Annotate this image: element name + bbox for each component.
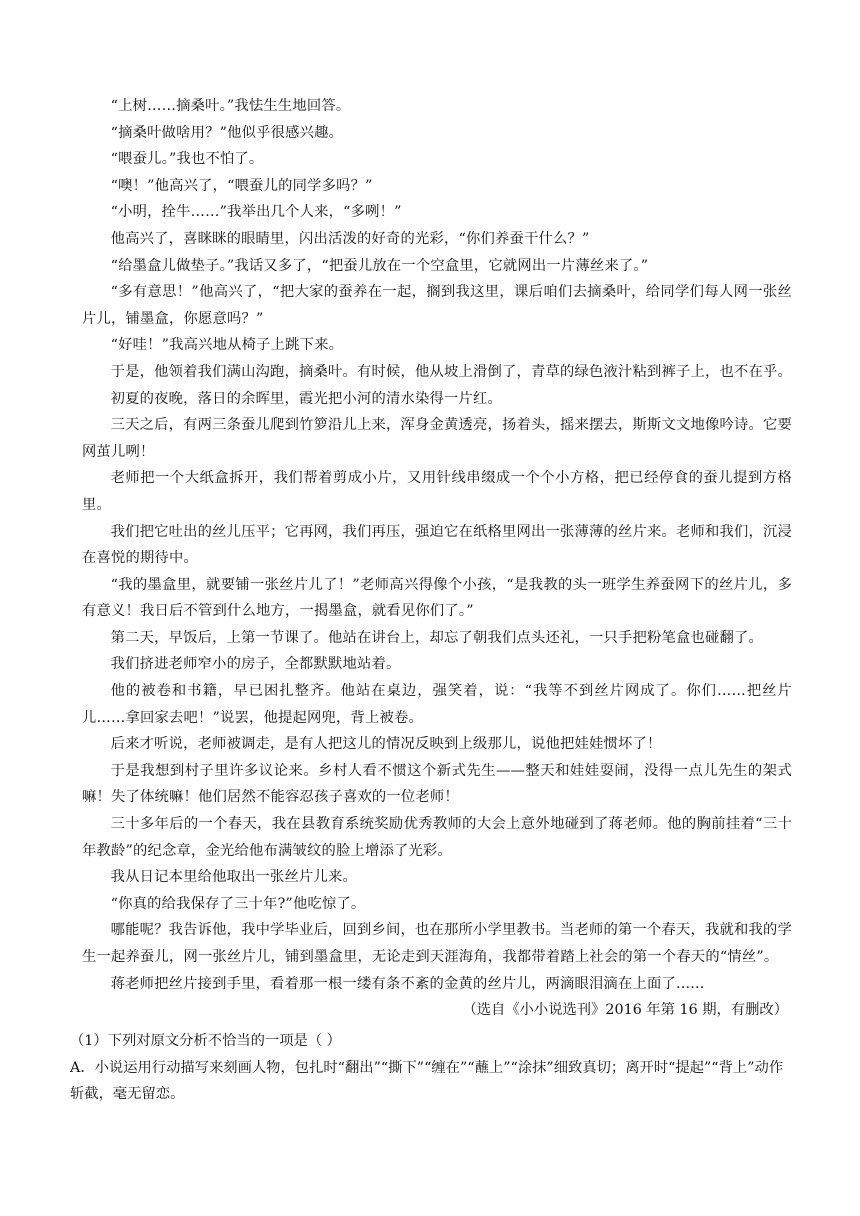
paragraph: 他的被卷和书籍，早已困扎整齐。他站在桌边，强笑着，说：“我等不到丝片网成了。你们……把丝片儿……拿回家去吧！”说罢，他提起网兜，背上被卷。 [82,683,792,726]
paragraph: “喂蚕儿。”我也不怕了。 [110,151,264,168]
story-text [82,93,792,1024]
paragraph: “给墨盒儿做垫子。”我话又多了，“把蚕儿放在一个空盒里，它就网出一片薄丝来了。” [110,257,649,274]
paragraph: 他高兴了，喜眯眯的眼睛里，闪出活泼的好奇的光彩，“你们养蚕干什么？” [110,230,590,247]
paragraph: 我们挤进老师窄小的房子，全都默默地站着。 [110,656,401,673]
paragraph: “噢！”他高兴了，“喂蚕儿的同学多吗？” [110,177,373,194]
paragraph: 我从日记本里给他取出一张丝片儿来。 [110,869,358,886]
paragraph: 蒋老师把丝片接到手里，看着那一根一缕有条不紊的金黄的丝片儿，两滴眼泪滴在上面了...... [110,975,705,992]
paragraph: 三天之后，有两三条蚕儿爬到竹箩沿儿上来，浑身金黄透亮，扬着头，摇来摆去，斯斯文文地像吟诗。它要网茧儿咧！ [82,417,792,460]
paragraph: 于是，他领着我们满山沟跑，摘桑叶。有时候，他从坡上滑倒了，青草的绿色液汁粘到裤子上，也不在乎。 [110,363,792,380]
paragraph: 老师把一个大纸盒拆开，我们帮着剪成小片，又用针线串缀成一个个小方格，把已经停食的蚕儿提到方格里。 [82,470,792,513]
option-a: A．小说运用行动描写来刻画人物，包扎时“翻出”“撕下”“缠在”“蘸上”“涂抹”细致真切；离开时“提起”“背上”动作斩截，毫无留恋。 [70,1059,784,1103]
paragraph: 第二天，早饭后，上第一节课了。他站在讲台上，却忘了朝我们点头还礼，一只手把粉笔盒也碰翻了。 [110,629,763,646]
paragraph: 哪能呢？我告诉他，我中学毕业后，回到乡间，也在那所小学里教书。当老师的第一个春天，我就和我的学生一起养蚕儿，网一张丝片儿，铺到墨盒里，无论走到天涯海角，我都带着踏上社会的第一个春天的“情丝”。 [82,922,792,965]
question-stem: （1）下列对原文分析不恰当的一项是（ ） [70,1033,341,1049]
paragraph: “我的墨盒里，就要铺一张丝片儿了！”老师高兴得像个小孩，“是我教的头一班学生养蚕网下的丝片儿，多有意义！我日后不管到什么地方，一揭墨盒，就看见你们了。” [82,576,792,620]
paragraph: 于是我想到村子里许多议论来。乡村人看不惯这个新式先生——整天和娃娃耍闹，没得一点儿先生的架式嘛！失了体统嘛！他们居然不能容忍孩子喜欢的一位老师！ [82,762,792,806]
paragraph: 我们把它吐出的丝儿压平；它再网，我们再压，强迫它在纸格里网出一张薄薄的丝片来。老师和我们，沉浸在喜悦的期待中。 [82,523,792,567]
paragraph: 后来才听说，老师被调走，是有人把这儿的情况反映到上级那儿，说他把娃娃惯坏了！ [110,736,662,753]
paragraph: “多有意思！”他高兴了，“把大家的蚕养在一起，搁到我这里，课后咱们去摘桑叶，给同学们每人网一张丝片儿，铺墨盒，你愿意吗？” [82,284,792,327]
paragraph: “上树……摘桑叶。”我怯生生地回答。 [110,98,351,114]
paragraph: 三十多年后的一个春天，我在县教育系统奖励优秀教师的大会上意外地碰到了蒋老师。他的胸前挂着“三十年教龄”的纪念章，金光给他布满皱纹的脸上增添了光彩。 [82,816,792,859]
source-citation: （选自《小小说选刊》2016 年第 16 期，有删改） [462,1002,788,1019]
paragraph: “小明，拴牛……”我举出几个人来，“多咧！” [110,204,402,221]
paragraph: “好哇！”我高兴地从椅子上跳下来。 [110,337,344,354]
paragraph: “摘桑叶做啥用？”他似乎很感兴趣。 [110,124,344,141]
paragraph: “你真的给我保存了三十年?”他吃惊了。 [110,895,366,912]
question-block [70,1028,794,1108]
paragraph: 初夏的夜晚，落日的余晖里，霞光把小河的清水染得一片红。 [110,390,503,407]
